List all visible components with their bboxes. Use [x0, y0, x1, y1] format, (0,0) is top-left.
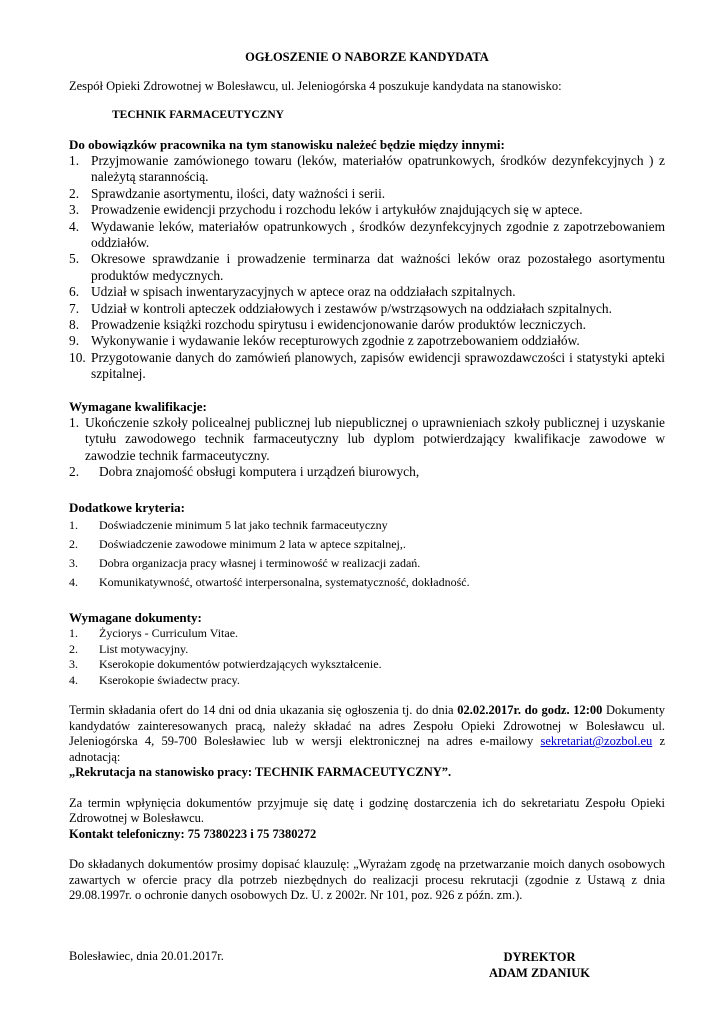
item-text: Wydawanie leków, materiałów opatrunkowych , środków dezynfekcyjnych zgodnie z zapotrzebowaniem oddziałów. — [91, 218, 665, 251]
item-text: Komunikatywność, otwartość interpersonalna, systematyczność, dokładność. — [99, 575, 470, 590]
announcement-page — [69, 50, 665, 904]
item-text: Przygotowanie danych do zamówień planowych, zapisów ewidencji sprawozdawczości i statystyki apteki szpitalnej. — [91, 349, 665, 382]
list-item — [69, 573, 665, 592]
item-text: List motywacyjny. — [99, 641, 189, 656]
item-text: Udział w spisach inwentaryzacyjnych w aptece oraz na oddziałach szpitalnych. — [91, 284, 516, 300]
item-number: 8. — [69, 317, 80, 333]
item-number: 4. — [69, 218, 80, 234]
signatory-role: DYREKTOR — [503, 950, 576, 964]
signature-footer — [69, 949, 665, 980]
list-item — [69, 554, 665, 573]
signatory — [489, 949, 590, 981]
item-text: Prowadzenie książki rozchodu spirytusu i ewidencjonowanie darów produktów leczniczych. — [91, 317, 586, 333]
position-name: TECHNIK FARMACEUTYCZNY — [112, 109, 284, 121]
item-number: 3. — [69, 657, 78, 672]
item-number: 1. — [69, 414, 80, 430]
item-number: 1. — [69, 518, 78, 533]
document-title: OGŁOSZENIE O NABORZE KANDYDATA — [245, 50, 489, 64]
contact-phone: Kontakt telefoniczny: 75 7380223 i 75 7380272 — [69, 826, 317, 841]
list-item — [69, 657, 665, 673]
deadline-date: 02.02.2017r. do godz. 12:00 — [457, 703, 603, 718]
qualifications-list — [69, 415, 665, 481]
qualifications-heading: Wymagane kwalifikacje: — [69, 398, 207, 414]
list-item — [69, 202, 665, 218]
receipt-text: Za termin wpłynięcia dokumentów przyjmuje się datę i godzinę dostarczenia ich do sekretariatu Zespołu Opieki Zdrowotnej w Bolesławcu. — [69, 795, 665, 826]
list-item — [69, 219, 665, 252]
item-number: 4. — [69, 575, 78, 590]
item-number: 3. — [69, 202, 80, 218]
item-text: Dobra organizacja pracy własnej i terminowość w realizacji zadań. — [99, 556, 421, 571]
list-item — [69, 642, 665, 658]
deadline-text: Termin składania ofert do 14 dni od dnia ukazania się ogłoszenia tj. do dnia — [69, 703, 458, 718]
item-text: Doświadczenie minimum 5 lat jako technik farmaceutyczny — [99, 518, 388, 533]
list-item — [69, 317, 665, 333]
item-text: Życiorys - Curriculum Vitae. — [99, 626, 239, 641]
duties-heading: Do obowiązków pracownika na tym stanowisku należeć będzie między innymi: — [69, 137, 505, 152]
list-item — [69, 415, 665, 464]
item-text: Doświadczenie zawodowe minimum 2 lata w aptece szpitalnej,. — [99, 537, 406, 552]
documents-heading: Wymagane dokumenty: — [69, 610, 202, 626]
item-text: Okresowe sprawdzanie i prowadzenie terminarza dat ważności leków oraz pozostałego asortymentu produktów medycznych. — [91, 251, 665, 283]
list-item — [69, 626, 665, 642]
item-text: Wykonywanie i wydawanie leków recepturowych zgodnie z zapotrzebowaniem oddziałów. — [91, 333, 580, 349]
list-item — [69, 186, 665, 202]
duties-list — [69, 153, 665, 383]
list-item — [69, 516, 665, 535]
item-text: Przyjmowanie zamówionego towaru (leków, materiałów opatrunkowych, środków dezynfekcyjnych ) z należytą starannością. — [91, 153, 665, 185]
deadline-paragraph — [69, 703, 665, 781]
signatory-name: ADAM ZDANIUK — [488, 966, 590, 980]
list-item — [69, 301, 665, 317]
item-number: 9. — [69, 333, 80, 349]
item-text: Prowadzenie ewidencji przychodu i rozchodu leków i artykułów znajdujących się w aptece. — [91, 202, 583, 218]
item-text: Kserokopie świadectw pracy. — [99, 672, 240, 687]
intro-text: Zespół Opieki Zdrowotnej w Bolesławcu, ul. Jeleniogórska 4 poszukuje kandydata na stanowisko: — [69, 79, 562, 93]
additional-criteria-heading: Dodatkowe kryteria: — [69, 500, 185, 516]
item-text: Kserokopie dokumentów potwierdzających wykształcenie. — [99, 657, 382, 672]
annotation-intro: z adnotacją: — [69, 734, 666, 764]
list-item — [69, 251, 665, 284]
item-number: 2. — [69, 641, 78, 656]
receipt-paragraph — [69, 796, 665, 843]
email-link[interactable]: sekretariat@zozbol.eu — [540, 734, 653, 749]
additional-criteria-list — [69, 516, 665, 592]
item-number: 10. — [69, 349, 86, 365]
list-item — [69, 464, 665, 480]
item-number: 5. — [69, 251, 80, 267]
list-item — [69, 153, 665, 186]
item-number: 1. — [69, 626, 78, 641]
list-item — [69, 535, 665, 554]
item-number: 2. — [69, 185, 80, 201]
item-text: Dobra znajomość obsługi komputera i urządzeń biurowych, — [99, 463, 420, 479]
recruitment-annotation: „Rekrutacja na stanowisko pracy: TECHNIK FARMACEUTYCZNY”. — [69, 765, 452, 780]
item-text: Sprawdzanie asortymentu, ilości, daty ważności i serii. — [91, 185, 386, 201]
item-number: 1. — [69, 153, 80, 168]
item-number: 7. — [69, 300, 80, 316]
item-number: 2. — [69, 463, 80, 479]
documents-list — [69, 626, 665, 688]
place-and-date: Bolesławiec, dnia 20.01.2017r. — [69, 949, 224, 963]
item-text: Udział w kontroli apteczek oddziałowych i zestawów p/wstrząsowych na oddziałach szpitalnych. — [91, 300, 612, 316]
item-number: 3. — [69, 556, 78, 571]
item-number: 2. — [69, 537, 78, 552]
list-item — [69, 284, 665, 300]
item-text: Ukończenie szkoły policealnej publicznej lub niepublicznej o uprawnieniach szkoły publicznej i uzyskanie tytułu zawodowego technik farmaceutyczny lub dyplom potwierdzający kwalifikacje zawodowe w zawodzie technik farmaceutyczny. — [85, 414, 665, 463]
list-item — [69, 333, 665, 349]
item-number: 6. — [69, 284, 80, 300]
list-item — [69, 350, 665, 383]
list-item — [69, 673, 665, 689]
item-number: 4. — [69, 672, 78, 687]
consent-clause: Do składanych dokumentów prosimy dopisać klauzulę: „Wyrażam zgodę na przetwarzanie moich danych osobowych zawartych w ofercie pracy dla potrzeb niezbędnych do realizacji procesu rekrutacji (zgodnie z Ustawą z dnia 29.08.1997r. o ochronie danych osobowych Dz. U. z 2002r. Nr 101, poz. 926 z późn. zm.). — [69, 857, 665, 903]
address-text: Dokumenty kandydatów zainteresowanych pracą, należy składać na adres Zespołu Opieki Zdrowotnej w Bolesławcu ul. Jeleniogórska 4, 59-700 Bolesławiec lub w wersji elektronicznej na adres e-mailowy — [69, 703, 665, 749]
